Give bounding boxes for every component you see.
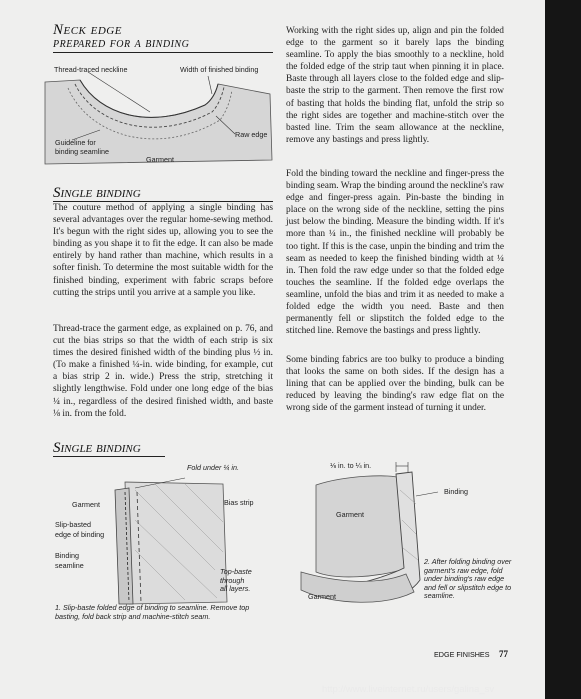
label-guideline-2: binding seamline (55, 147, 109, 156)
single-binding-heading: Single binding (53, 185, 141, 201)
label-slip-basted-2: edge of binding (55, 530, 105, 539)
right-column-paragraph-3: Some binding fabrics are too bulky to produce a binding that looks the same on both sides. If the design has a lining that can be applied over the binding, bulk can be reduced by leaving the binding's raw edge flat on the wrong side of the garment instead of turning it under. (286, 355, 504, 414)
label-garment-left: Garment (72, 500, 100, 509)
label-binding-seamline-2: seamline (55, 561, 84, 570)
neck-edge-heading-line2: prepared for a binding (53, 36, 190, 51)
neck-edge-heading-line1: Neck edge (53, 22, 122, 38)
label-slip-basted-1: Slip-basted (55, 520, 91, 529)
label-bias-strip: Bias strip (224, 498, 254, 507)
label-binding-right: Binding (444, 487, 468, 496)
label-garment-neck: Garment (146, 155, 174, 164)
garment-top-shape (316, 476, 408, 577)
label-garment-right-top: Garment (336, 510, 364, 519)
figure-rule (53, 456, 165, 457)
label-width-binding: Width of finished binding (180, 65, 259, 74)
label-garment-right-bottom: Garment (308, 592, 336, 601)
figure-caption-1: 1. Slip-baste folded edge of binding to seamline. Remove top basting, fold back strip and machine-stitch seam. (55, 603, 250, 621)
right-column-paragraph-1: Working with the right sides up, align and pin the folded edge to the garment so it barely laps the binding seamline. To apply the bias smoothly to a neckline, hold the folded edge of the strip taut when pinning it in place. Baste through all layers close to the folded edge and slip-baste the strip to the garment. Then remove the first row of basting that holds the binding flat, unfold the strip so the right sides are together and machine-stitch over the basted line. Trim the seam allowance at the neckline, remove any bastings and press lightly. (286, 26, 504, 145)
label-eighth: ⅛ in. to ¼ in. (330, 461, 372, 470)
figure-heading: Single binding (53, 440, 141, 456)
watermark: http://www.liveinternet.ru/users/galina_sv (322, 684, 495, 695)
label-thread-traced: Thread-traced neckline (54, 65, 128, 74)
label-fold-under: Fold under ¼ in. (187, 463, 239, 472)
page-number: 77 (499, 649, 508, 659)
figure-caption-2: 2. After folding binding over garment's raw edge, fold under binding's raw edge and fell or slipstitch edge to seamline. (424, 557, 512, 601)
neck-edge-rule (53, 52, 273, 53)
footer-section: EDGE FINISHES (434, 650, 490, 659)
label-top-baste: Top-baste through all layers. (220, 567, 252, 594)
right-column-paragraph-2: Fold the binding toward the neckline and finger-press the binding seam. Wrap the binding around the neckline's raw edge and finger-press again. Pin-baste the binding in place on the wrong side of the neckline, setting the pins just below the binding. Measure the binding width. If it's more than ¼ in., the finished neckline will probably be too tight. If this is the case, unpin the binding and trim the seam as needed to keep the finished binding width at ¼ in. Then fold the raw edge under so that the folded edge touches the seamline. If the folded edge overlaps the seamline, unfold the bias and trim it as needed to make a folded edge the width you need. Baste and then permanently fell or slipstitch the folded edge to the stitched line. Remove the bastings and press lightly. (286, 169, 505, 337)
label-guideline-1: Guideline for (55, 138, 96, 147)
label-binding-seamline-1: Binding (55, 551, 79, 560)
label-raw-edge: Raw edge (235, 130, 268, 139)
neck-edge-heading (53, 22, 189, 52)
single-binding-paragraph-2: Thread-trace the garment edge, as explained on p. 76, and cut the bias strips so that the width of each strip is six times the desired finished width of the binding plus ½ in. (To make a finished ¼-in. wide binding, for example, cut a bias strip 2 in. wide.) Press the strip, stretching it slightly lengthwise. Fold under one long edge of the bias ¼ in., regardless of the desired finished width, and baste ⅛ in. from the fold. (53, 324, 273, 419)
page-edge-shadow (545, 0, 581, 699)
single-binding-paragraph-1: The couture method of applying a single binding has several advantages over the regular home-sewing method. It's begun with the right sides up, allowing you to see the binding as you shape it to fit the edge. It can also be made entirely by hand rather than machine, which results in a softer finish. To determine the most suitable width for the finished binding, experiment with fabric scraps before cutting the strips until you arrive at a sample you like. (53, 203, 273, 298)
